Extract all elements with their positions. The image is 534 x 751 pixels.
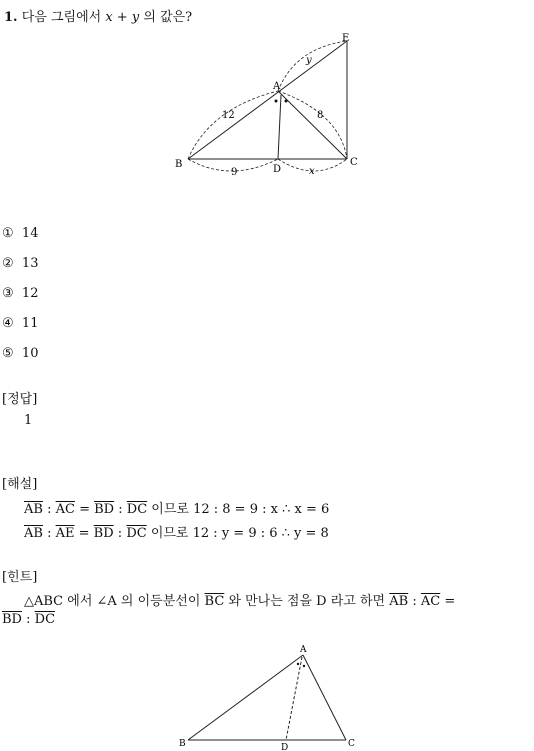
question-math: x + y [105,10,140,25]
label-E: E [342,33,350,44]
figure-1-diagram [170,28,370,183]
angle-mark-left [297,663,299,665]
figure-2-diagram [170,640,370,751]
segment-BE [188,41,347,159]
question-stem [4,6,192,25]
hint-colon-1: : [408,594,421,609]
seg-BC: $\overline{BC}$ [204,594,225,609]
seg-BD: $\overline{BD}$ [2,612,22,627]
seg-AB: $\overline{AB}$ [24,502,43,517]
edge-label-AC: 8 [317,110,324,121]
answer-label: [정답] [2,392,38,407]
seg-BD: $\overline{BD}$ [93,526,114,541]
choice-2-value: 13 [21,256,39,271]
seg-DC: $\overline{DC}$ [126,526,147,541]
choice-5-marker: ⑤ [2,346,14,361]
label-C: C [348,739,355,749]
label-A: A [273,81,281,92]
label-D: D [281,743,289,751]
choice-1[interactable] [2,226,38,241]
choice-3[interactable] [2,286,38,301]
edge-label-DC: x [309,166,315,177]
choice-4-value: 11 [21,316,39,331]
choice-4[interactable] [2,316,38,331]
choice-3-marker: ③ [2,286,14,301]
seg-BD: $\overline{BD}$ [94,502,115,517]
seg-AC: $\overline{AC}$ [55,502,75,517]
seg-AB: $\overline{AB}$ [389,594,409,609]
label-A: A [300,645,307,655]
choice-2-marker: ② [2,256,14,271]
seg-AE: $\overline{AE}$ [55,526,75,541]
solution-line-2: $\overline{AB}$ : $\overline{AE} = \overline{BD}$ : $\overline{DC}$ 이므로 12 : y = 9 : 6 ∴ y = 8 [24,526,329,541]
segment-AD [286,657,302,740]
solution-line-1: $\overline{AB}$ : $\overline{AC} = \overline{BD}$ : $\overline{DC}$ 이므로 12 : 8 = 9 : x ∴ x = 6 [24,502,330,517]
segment-AC [278,91,347,159]
segment-AD [278,95,281,159]
angle-mark-right [303,665,305,667]
solution-line-2-text: 이므로 12 : y = 9 : 6 ∴ y = 8 [146,526,329,541]
seg-DC: $\overline{DC}$ [126,502,148,517]
segment-AC [303,655,346,740]
choice-5[interactable] [2,346,38,361]
angle-mark-left [275,100,278,103]
edge-label-AE: y [306,55,312,66]
answer-value: 1 [24,413,33,428]
edge-label-AB: 12 [222,110,235,121]
label-C: C [350,157,358,168]
label-B: B [179,739,186,749]
label-D: D [273,164,282,175]
hint-eq: = [440,594,456,609]
edge-label-BD: 9 [231,167,238,178]
seg-AB: $\overline{AB}$ [24,526,43,541]
question-text-before: 다음 그림에서 [21,10,106,25]
hint-text-1: △ABC 에서 ∠A 의 이등분선이 [24,594,205,609]
angle-mark-right [285,100,288,103]
choice-1-marker: ① [2,226,14,241]
question-number: 1. [4,10,18,25]
choice-2[interactable] [2,256,38,271]
hint-line-1 [24,590,455,609]
question-text-after: 의 값은? [139,10,193,25]
seg-AC: $\overline{AC}$ [420,594,441,609]
choice-1-value: 14 [21,226,39,241]
segment-AB [188,655,303,740]
hint-line-2 [2,612,55,627]
choice-3-value: 12 [21,286,39,301]
solution-line-1-text: 이므로 12 : 8 = 9 : x ∴ x = 6 [147,502,330,517]
hint-text-2: 와 만나는 점을 D 라고 하면 [224,594,390,609]
choice-4-marker: ④ [2,316,14,331]
solution-label: [해설] [2,477,38,492]
seg-DC: $\overline{DC}$ [34,612,56,627]
label-B: B [175,159,183,170]
hint-label: [힌트] [2,570,38,585]
choice-5-value: 10 [21,346,39,361]
hint-colon-2: : [21,612,35,627]
